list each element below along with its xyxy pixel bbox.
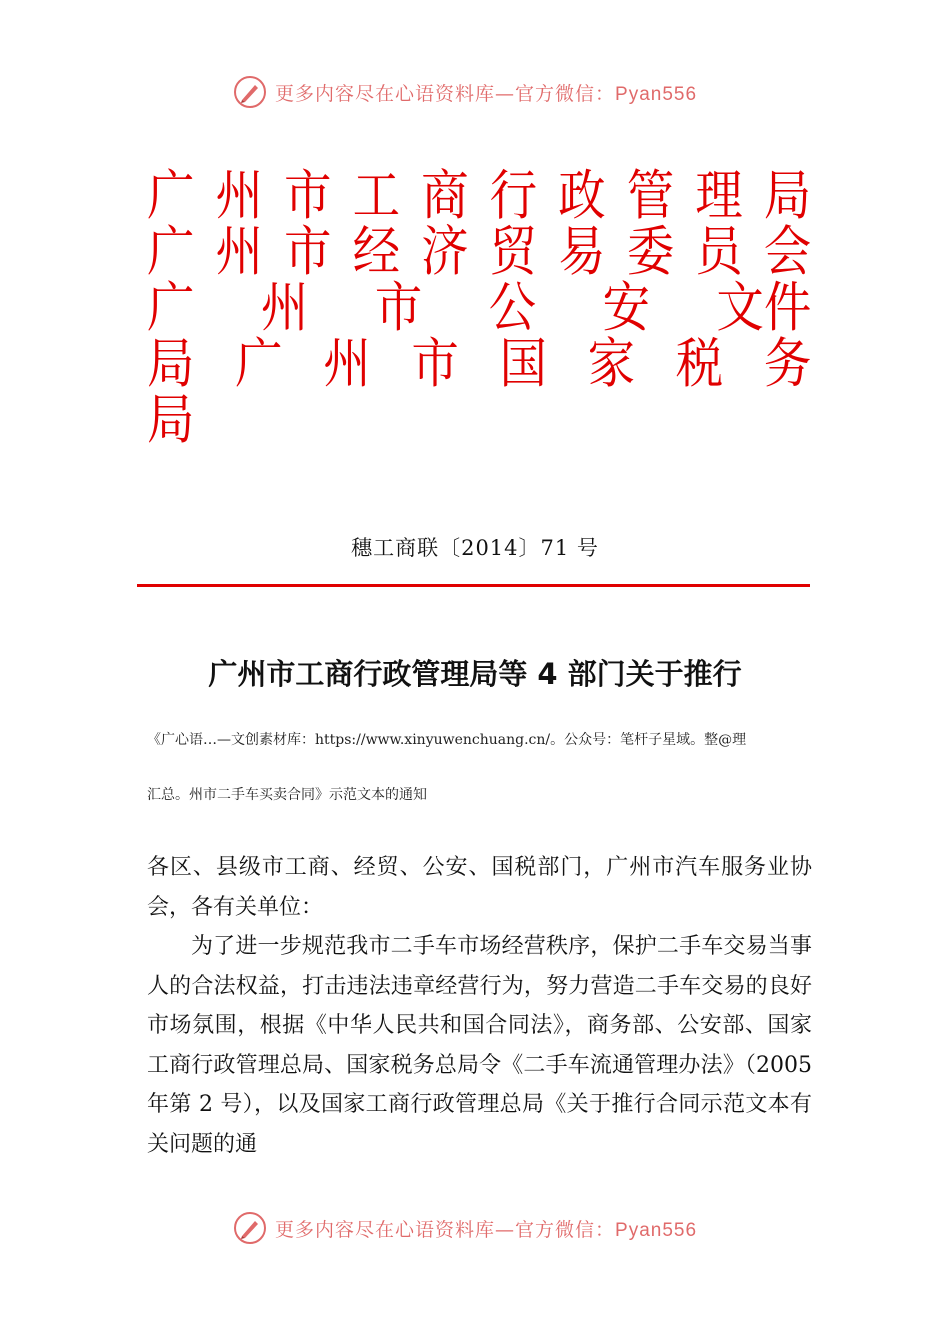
watermark-account: Pyan556 bbox=[615, 83, 698, 105]
header-char: 广 bbox=[147, 276, 195, 339]
header-char: 国 bbox=[499, 332, 548, 395]
header-char: 市 bbox=[284, 220, 332, 283]
header-char: 委 bbox=[626, 220, 675, 283]
header-line-3 bbox=[147, 276, 812, 339]
header-line-4 bbox=[147, 332, 812, 395]
header-char: 贸 bbox=[489, 220, 538, 283]
header-char: 易 bbox=[558, 220, 606, 283]
header-char: 文件 bbox=[716, 276, 812, 339]
header-char: 家 bbox=[587, 332, 636, 395]
header-line-1 bbox=[147, 164, 812, 227]
header-char: 政 bbox=[558, 164, 606, 227]
header-char: 员 bbox=[695, 220, 743, 283]
header-char: 州 bbox=[215, 220, 264, 283]
header-char: 市 bbox=[284, 164, 332, 227]
watermark-text: 更多内容尽在心语资料库—官方微信：Pyan556 bbox=[275, 82, 698, 105]
header-char: 市 bbox=[411, 332, 459, 395]
subtitle-line-1: 《广心语…—文创素材库：https://www.xinyuwenchuang.cn/。公众号：笔杆子星域。整@理 bbox=[147, 732, 747, 748]
header-line-5 bbox=[147, 388, 811, 451]
header-char: 局 bbox=[147, 332, 195, 395]
header-char: 务 bbox=[763, 332, 812, 395]
header-char: 会 bbox=[763, 220, 812, 283]
watermark-text: 更多内容尽在心语资料库—官方微信：Pyan556 bbox=[275, 1218, 698, 1241]
header-char: 局 bbox=[147, 388, 204, 451]
header-char: 州 bbox=[323, 332, 371, 395]
header-char: 市 bbox=[374, 276, 423, 339]
header-char: 经 bbox=[352, 220, 401, 283]
header-char: 局 bbox=[763, 164, 812, 227]
body-paragraph: 为了进一步规范我市二手车市场经营秩序，保护二手车交易当事人的合法权益，打击违法违章经营行为，努力营造二手车交易的良好市场氛围，根据《中华人民共和国合同法》，商务部、公安部、国家工商行政管理总局、国家税务总局令《二手车流通管理办法》（2005 年第 2 号），以及国家工商行政管理总局《关于推行合同示范文本有关问题的通 bbox=[147, 934, 812, 1157]
header-char: 州 bbox=[215, 164, 264, 227]
salutation: 各区、县级市工商、经贸、公安、国税部门，广州市汽车服务业协会，各有关单位： bbox=[147, 855, 812, 920]
header-line-2 bbox=[147, 220, 812, 283]
header-char: 广 bbox=[147, 164, 195, 227]
pen-logo-icon bbox=[233, 1211, 267, 1245]
issuing-authorities-header bbox=[147, 164, 812, 451]
header-char: 州 bbox=[260, 276, 309, 339]
header-char: 理 bbox=[695, 164, 743, 227]
red-divider bbox=[137, 584, 810, 587]
header-char: 济 bbox=[421, 220, 469, 283]
header-char: 广 bbox=[147, 220, 195, 283]
header-char: 行 bbox=[489, 164, 538, 227]
header-char: 工 bbox=[352, 164, 401, 227]
header-char: 税 bbox=[675, 332, 724, 395]
watermark-account: Pyan556 bbox=[615, 1219, 698, 1241]
subtitle-line-2: 汇总。州市二手车买卖合同》示范文本的通知 bbox=[147, 787, 427, 803]
pen-logo-icon bbox=[233, 75, 267, 109]
header-char: 安 bbox=[602, 276, 650, 339]
document-number: 穗工商联〔2014〕71 号 bbox=[351, 536, 599, 560]
header-char: 公 bbox=[488, 276, 537, 339]
watermark-top bbox=[233, 72, 753, 112]
watermark-bottom bbox=[233, 1208, 753, 1248]
document-body bbox=[147, 848, 812, 1164]
document-title: 广州市工商行政管理局等 4 部门关于推行 bbox=[208, 657, 742, 691]
header-char: 管 bbox=[626, 164, 675, 227]
header-char: 广 bbox=[235, 332, 283, 395]
header-char: 商 bbox=[421, 164, 469, 227]
